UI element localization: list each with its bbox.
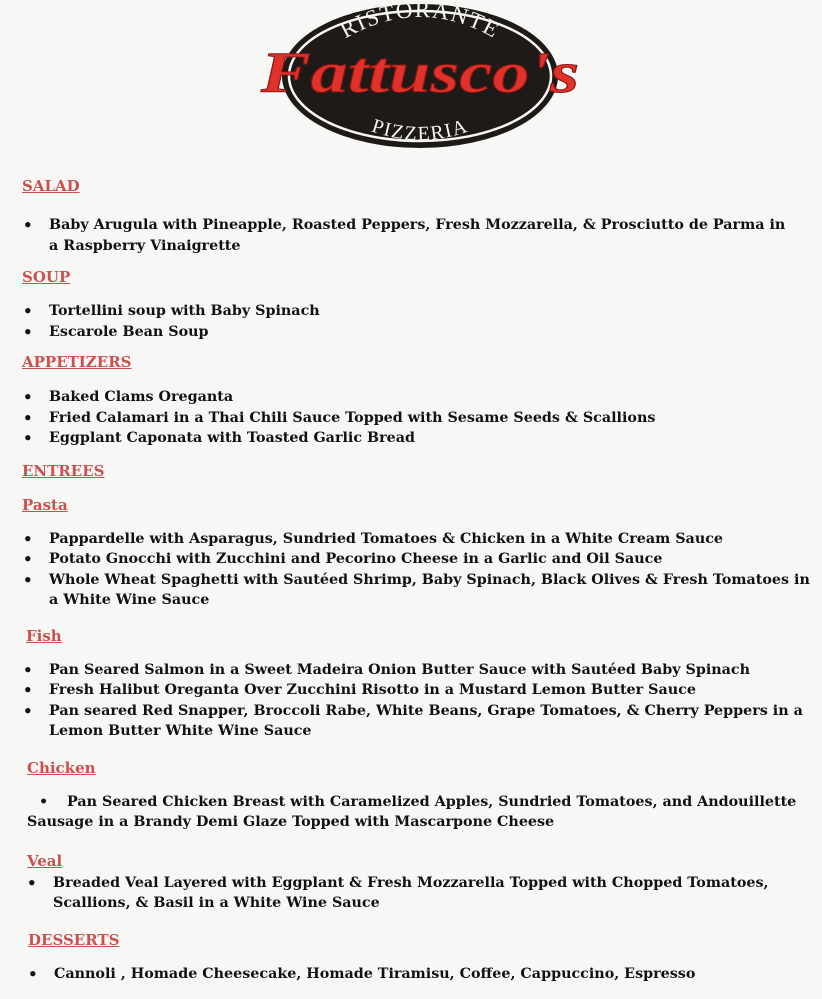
section-heading-entrees: ENTREES <box>22 461 105 480</box>
list-item: • Fresh Halibut Oreganta Over Zucchini Risotto in a Mustard Lemon Butter Sauce <box>22 680 812 701</box>
logo-top-text: RISTORANTE <box>335 0 505 43</box>
pasta-list <box>22 529 812 611</box>
logo-bottom-text: PIZZERIA <box>369 114 471 146</box>
section-heading-appetizers: APPETIZERS <box>22 353 132 371</box>
chicken-item-text: Pan Seared Chicken Breast with Caramelized Apples, Sundried Tomatoes, and Andouillette Sausage in a Brandy Demi Glaze Topped with Mascarpone Cheese <box>27 793 797 830</box>
subheading-pasta: Pasta <box>22 495 68 514</box>
list-item: • Eggplant Caponata with Toasted Garlic Bread <box>22 428 812 449</box>
desserts-list <box>22 964 812 985</box>
bullet: • <box>39 793 49 810</box>
list-item: • Fried Calamari in a Thai Chili Sauce Topped with Sesame Seeds & Scallions <box>22 408 812 429</box>
list-item: • Baked Clams Oreganta <box>22 387 812 408</box>
soup-list <box>22 301 812 342</box>
list-item: • Breaded Veal Layered with Eggplant & Fresh Mozzarella Topped with Chopped Tomatoes, Scallions, & Basil in a White Wine Sauce <box>26 873 812 914</box>
list-item: • Cannoli , Homade Cheesecake, Homade Tiramisu, Coffee, Cappuccino, Espresso <box>27 964 812 985</box>
list-item: • Pappardelle with Asparagus, Sundried Tomatoes & Chicken in a White Cream Sauce <box>22 529 812 550</box>
logo-name: Fattusco's <box>259 40 579 105</box>
list-item: • Tortellini soup with Baby Spinach <box>22 301 812 322</box>
list-item: • Escarole Bean Soup <box>22 322 812 343</box>
subheading-chicken: Chicken <box>27 758 96 777</box>
list-item: • Potato Gnocchi with Zucchini and Pecorino Cheese in a Garlic and Oil Sauce <box>22 549 812 570</box>
fish-list <box>22 660 812 742</box>
section-heading-desserts: DESSERTS <box>28 930 120 949</box>
list-item: • Pan Seared Salmon in a Sweet Madeira Onion Butter Sauce with Sautéed Baby Spinach <box>22 660 812 681</box>
veal-list <box>22 873 812 914</box>
menu-body <box>22 176 812 984</box>
subheading-fish: Fish <box>26 626 62 645</box>
section-heading-salad: SALAD <box>22 177 80 195</box>
list-item: • Pan seared Red Snapper, Broccoli Rabe, White Beans, Grape Tomatoes, & Cherry Peppers in a Lemon Butter White Wine Sauce <box>22 701 812 742</box>
salad-list <box>22 215 812 256</box>
subheading-veal: Veal <box>27 851 63 870</box>
list-item: • Whole Wheat Spaghetti with Sautéed Shrimp, Baby Spinach, Black Olives & Fresh Tomatoes in a White Wine Sauce <box>22 570 812 611</box>
chicken-item <box>22 792 812 833</box>
restaurant-logo <box>255 0 585 152</box>
appetizers-list <box>22 387 812 449</box>
section-heading-soup: SOUP <box>22 268 71 286</box>
list-item: • Baby Arugula with Pineapple, Roasted Peppers, Fresh Mozzarella, & Prosciutto de Parma in a Raspberry Vinaigrette <box>22 215 812 256</box>
